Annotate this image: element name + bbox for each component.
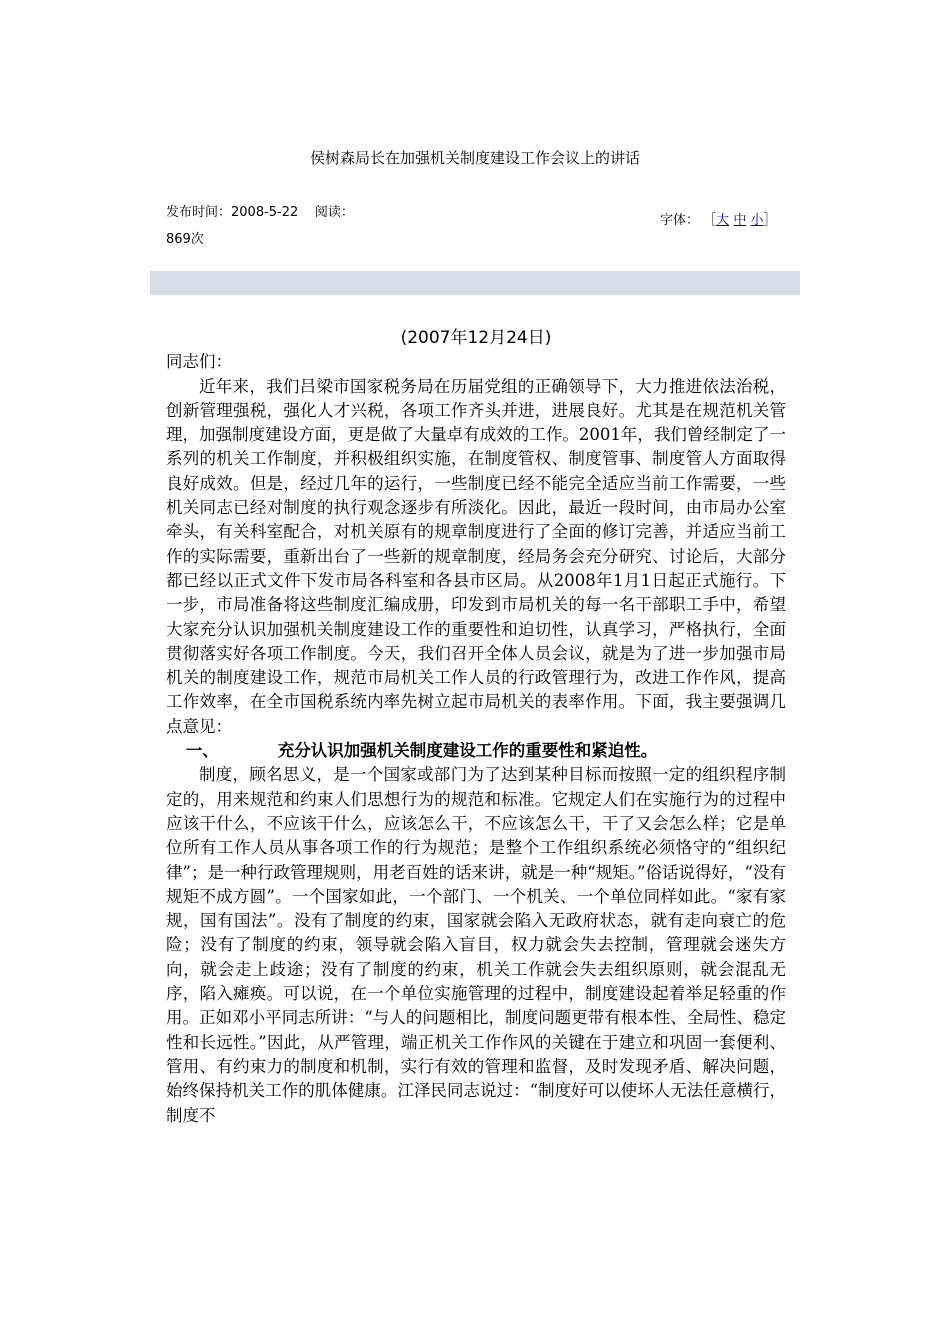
font-size-open-bracket: ［	[703, 213, 717, 228]
section-heading-1	[166, 739, 786, 763]
paragraph-section-1: 制度，顾名思义，是一个国家或部门为了达到某种目标而按照一定的组织程序制定的，用来规范和约束人们思想行为的规范和标准。它规定人们在实施行为的过程中应该干什么，不应该干什么，应该怎么干，不应该怎么干，干了又会怎么样；它是单位所有工作人员从事各项工作的行为规范；是整个工作组织系统必须恪守的“组织纪律”；是一种行政管理规则，用老百姓的话来讲，就是一种“规矩。”俗话说得好，“没有规矩不成方圆”。一个国家如此，一个部门、一个机关、一个单位同样如此。“家有家规，国有国法”。没有了制度的约束，国家就会陷入无政府状态，就有走向衰亡的危险；没有了制度的约束，领导就会陷入盲目，权力就会失去控制，管理就会迷失方向，就会走上歧途；没有了制度的约束，机关工作就会失去组织原则，就会混乱无序，陷入瘫痪。可以说，在一个单位实施管理的过程中，制度建设起着举足轻重的作用。正如邓小平同志所讲：“与人的问题相比，制度问题更带有根本性、全局性、稳定性和长远性。”因此，从严管理，端正机关工作作风的关键在于建立和巩固一套便利、管用、有约束力的制度和机制，实行有效的管理和监督，及时发现矛盾、解决问题，始终保持机关工作的肌体健康。江泽民同志说过：“制度好可以使坏人无法任意横行，制度不	[166, 765, 786, 1125]
read-label: 阅读：	[314, 205, 354, 220]
article-meta	[166, 199, 366, 253]
publish-date: 2008-5-22	[231, 205, 299, 220]
paragraph-intro: 近年来，我们吕梁市国家税务局在历届党组的正确领导下，大力推进依法治税，创新管理强税，强化人才兴税，各项工作齐头并进，进展良好。尤其是在规范机关管理，加强制度建设方面，更是做了大量卓有成效的工作。2001年，我们曾经制定了一系列的机关工作制度，并积极组织实施，在制度管权、制度管事、制度管人方面取得良好成效。但是，经过几年的运行，一些制度已经不能完全适应当前工作需要，一些机关同志已经对制度的执行观念逐步有所淡化。因此，最近一段时间，由市局办公室牵头，有关科室配合，对机关原有的规章制度进行了全面的修订完善，并适应当前工作的实际需要，重新出台了一些新的规章制度，经局务会充分研究、讨论后，大部分都已经以正式文件下发市局各科室和各县市区局。从2008年1月1日起正式施行。下一步，市局准备将这些制度汇编成册，印发到市局机关的每一名干部职工手中，希望大家充分认识加强机关制度建设工作的重要性和迫切性，认真学习，严格执行，全面贯彻落实好各项工作制度。今天，我们召开全体人员会议，就是为了进一步加强市局机关的制度建设工作，规范市局机关工作人员的行政管理行为，改进工作作风，提高工作效率，在全市国税系统内率先树立起市局机关的表率作用。下面，我主要强调几点意见：	[166, 376, 786, 736]
salutation: 同志们：	[166, 352, 232, 372]
header-divider-bar	[150, 271, 800, 295]
article-title: 侯树森局长在加强机关制度建设工作会议上的讲话	[309, 149, 640, 167]
font-size-small-link[interactable]: 小	[750, 213, 764, 228]
font-size-medium-link[interactable]: 中	[733, 213, 747, 228]
font-size-close-bracket: ］	[763, 213, 777, 228]
speech-date: (2007年12月24日)	[400, 328, 552, 348]
font-size-large-link[interactable]: 大	[716, 213, 730, 228]
article-body	[166, 326, 786, 1128]
publish-label: 发布时间：	[166, 205, 232, 220]
font-size-label: 字体：	[660, 213, 700, 228]
read-unit: 次	[190, 232, 204, 247]
section-number: 一、	[185, 741, 219, 761]
section-title: 充分认识加强机关制度建设工作的重要性和紧迫性。	[277, 741, 658, 761]
font-size-switcher	[660, 210, 800, 232]
read-count: 869	[166, 232, 191, 247]
